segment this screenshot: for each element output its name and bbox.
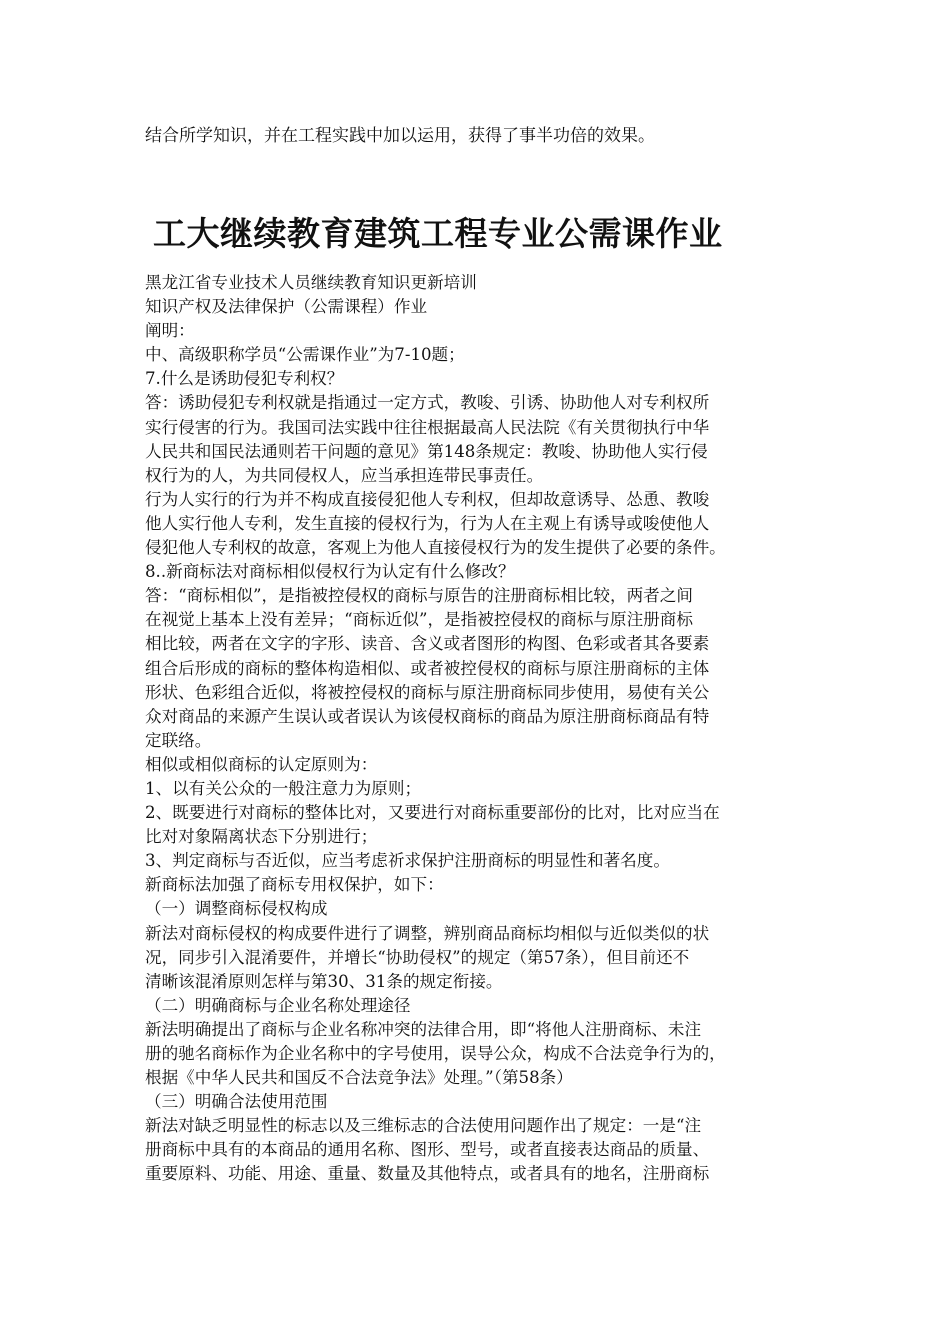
- intro-line: 结合所学知识，并在工程实践中加以运用，获得了事半功倍的效果。: [145, 126, 655, 146]
- text-line: 相比较，两者在文字的字形、读音、含义或者图形的构图、色彩或者其各要素: [145, 634, 710, 654]
- text-line: 1、以有关公众的一般注意力为原则；: [145, 778, 422, 798]
- text-line: 在视觉上基本上没有差异；“商标近似”，是指被控侵权的商标与原注册商标: [145, 610, 693, 630]
- text-line: 黑龙江省专业技术人员继续教育知识更新培训: [145, 273, 477, 292]
- text-line: 中、高级职称学员“公需课作业”为7-10题；: [145, 345, 465, 365]
- text-line: 新法对缺乏明显性的标志以及三维标志的合法使用问题作出了规定：一是“注: [145, 1116, 702, 1136]
- text-line: 册商标中具有的本商品的通用名称、图形、型号，或者直接表达商品的质量、: [145, 1140, 710, 1160]
- text-line: 组合后形成的商标的整体构造相似、或者被控侵权的商标与原注册商标的主体: [145, 658, 710, 678]
- text-line: 他人实行他人专利，发生直接的侵权行为，行为人在主观上有诱导或唆使他人: [145, 513, 710, 533]
- text-line: 相似或相似商标的认定原则为：: [145, 754, 378, 774]
- text-line: 7.什么是诱助侵犯专利权？: [145, 369, 344, 389]
- text-line: 新商标法加强了商标专用权保护，如下：: [145, 875, 444, 895]
- text-line: 新法明确提出了商标与企业名称冲突的法律合用，即“将他人注册商标、未注: [145, 1019, 702, 1039]
- text-line: 阐明：: [145, 321, 195, 341]
- text-line: 3、判定商标与否近似，应当考虑祈求保护注册商标的明显性和著名度。: [145, 851, 670, 871]
- text-line: 重要原料、功能、用途、重量、数量及其他特点，或者具有的地名，注册商标: [145, 1164, 710, 1184]
- text-line: 根据《中华人民共和国反不合法竞争法》处理。”（第58条）: [145, 1068, 573, 1088]
- text-line: 侵犯他人专利权的故意，客观上为他人直接侵权行为的发生提供了必要的条件。: [145, 538, 726, 558]
- text-line: 人民共和国民法通则若干问题的意见》第148条规定：教唆、协助他人实行侵: [145, 441, 708, 461]
- document-body: [145, 271, 811, 1187]
- text-line: 知识产权及法律保护（公需课程）作业: [145, 297, 428, 317]
- text-line: （一）调整商标侵权构成: [145, 899, 328, 919]
- text-line: 册的驰名商标作为企业名称中的字号使用，误导公众，构成不合法竞争行为的，: [145, 1044, 726, 1063]
- text-line: 实行侵害的行为。我国司法实践中往往根据最高人民法院《有关贯彻执行中华: [145, 417, 710, 437]
- text-line: 2、既要进行对商标的整体比对，又要进行对商标重要部份的比对，比对应当在: [145, 803, 720, 823]
- text-line: 定联络。: [145, 730, 212, 750]
- text-line: 众对商品的来源产生误认或者误认为该侵权商标的商品为原注册商标商品有特: [145, 706, 710, 726]
- text-line: 8..新商标法对商标相似侵权行为认定有什么修改？: [145, 562, 515, 582]
- text-line: 比对对象隔离状态下分别进行；: [145, 827, 378, 847]
- text-line: （三）明确合法使用范围: [145, 1092, 328, 1112]
- text-line: 权行为的人，为共同侵权人，应当承担连带民事责任。: [145, 465, 544, 485]
- text-line: （二）明确商标与企业名称处理途径: [145, 995, 411, 1015]
- document-title: 工大继续教育建筑工程专业公需课作业: [153, 214, 723, 253]
- text-line: 形状、色彩组合近似，将被控侵权的商标与原注册商标同步使用，易使有关公: [145, 682, 710, 702]
- text-line: 答：“商标相似”，是指被控侵权的商标与原告的注册商标相比较，两者之间: [145, 586, 693, 606]
- text-line: 新法对商标侵权的构成要件进行了调整，辨别商品商标均相似与近似类似的状: [145, 923, 710, 943]
- text-line: 行为人实行的行为并不构成直接侵犯他人专利权，但却故意诱导、怂恿、教唆: [145, 489, 710, 509]
- text-line: 况，同步引入混淆要件，并增长“协助侵权”的规定（第57条），但目前还不: [145, 947, 690, 967]
- text-line: 答：诱助侵犯专利权就是指通过一定方式，教唆、引诱、协助他人对专利权所: [145, 393, 710, 413]
- text-line: 清晰该混淆原则怎样与第30、31条的规定衔接。: [145, 971, 503, 991]
